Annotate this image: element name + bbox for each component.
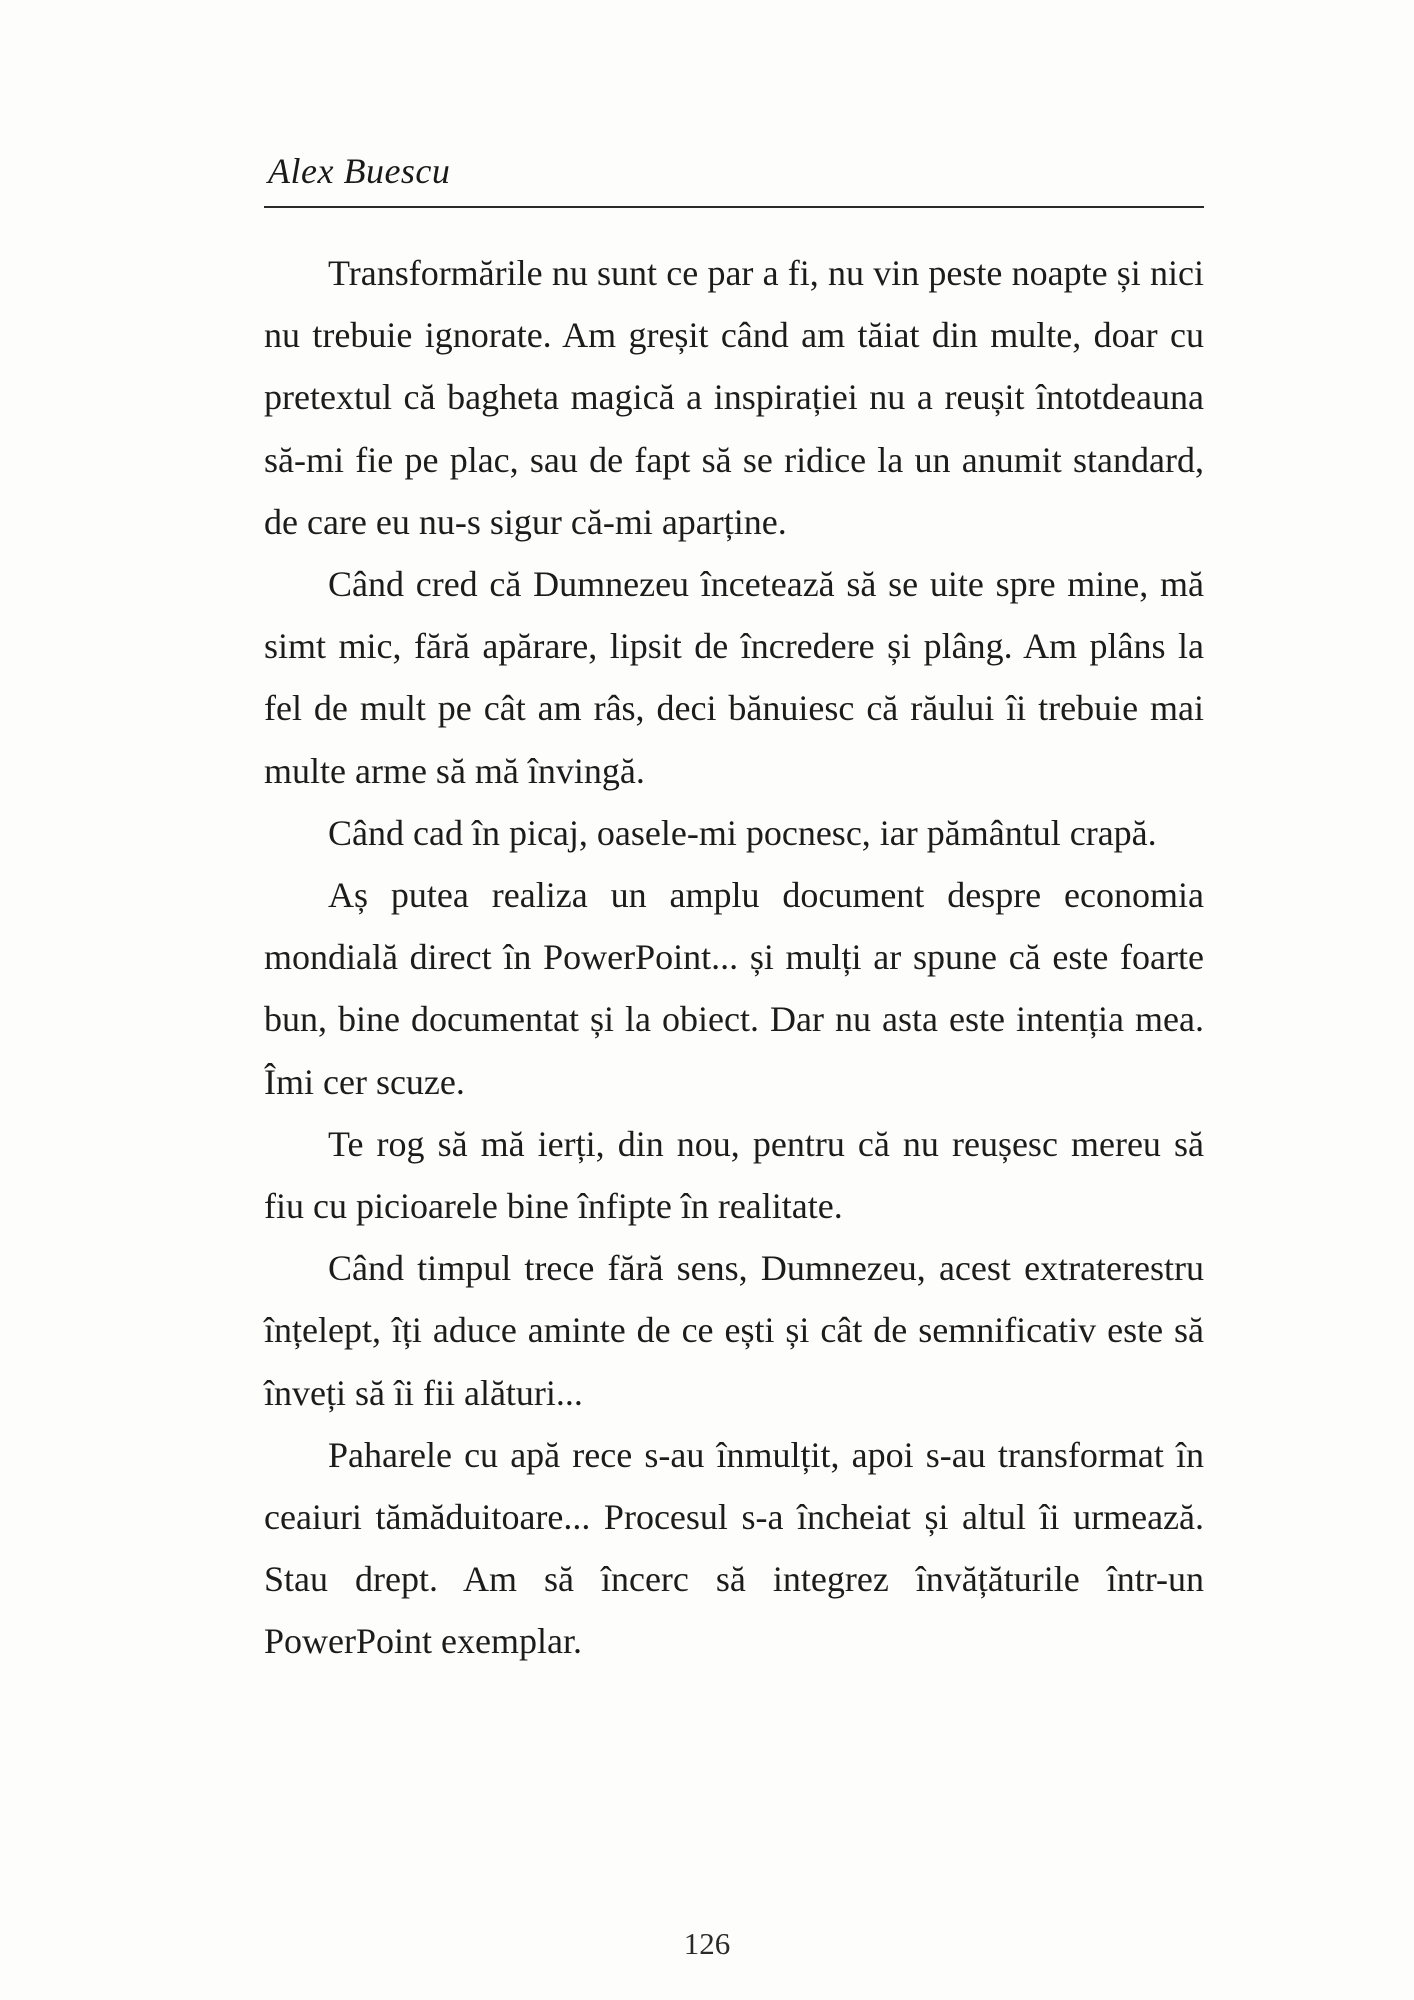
paragraph-7: Paharele cu apă rece s-au înmulțit, apoi s-au transformat în ceaiuri tămăduitoare... Procesul s-a încheiat și altul îi urmează. Stau drept. Am să încerc să integrez învățăturile într-un PowerPoint exemplar.	[264, 1434, 1204, 1662]
body-text	[264, 242, 1204, 1673]
paragraph-3: Când cad în picaj, oasele-mi pocnesc, iar pământul crapă.	[328, 812, 1157, 853]
page-number: 126	[683, 1926, 731, 1961]
paragraph-6: Când timpul trece fără sens, Dumnezeu, acest extraterestru înțelept, îți aduce aminte de ce ești și cât de semnificativ este să înveți să îi fii alături...	[264, 1248, 1204, 1413]
header-rule	[264, 206, 1204, 208]
paragraph-2: Când cred că Dumnezeu încetează să se uite spre mine, mă simt mic, fără apărare, lipsit de încredere și plâng. Am plâns la fel de mult pe cât am râs, deci bănuiesc că răului îi trebuie mai multe arme să mă învingă.	[264, 564, 1204, 791]
running-head-author: Alex Buescu	[268, 151, 451, 191]
paragraph-5: Te rog să mă ierți, din nou, pentru că nu reușesc mereu să fiu cu picioarele bine înfipte în realitate.	[264, 1123, 1204, 1227]
paragraph-1: Transformările nu sunt ce par a fi, nu vin peste noapte și nici nu trebuie ignorate. Am greșit când am tăiat din multe, doar cu pretextul că bagheta magică a inspirației nu a reușit întotdeauna să-mi fie pe plac, sau de fapt să se ridice la un anumit standard, de care eu nu-s sigur că-mi aparține.	[264, 253, 1204, 542]
paragraph-4: Aș putea realiza un amplu document despre economia mondială direct în PowerPoint... și mulți ar spune că este foarte bun, bine documentat și la obiect. Dar nu asta este intenția mea. Îmi cer scuze.	[264, 875, 1204, 1102]
